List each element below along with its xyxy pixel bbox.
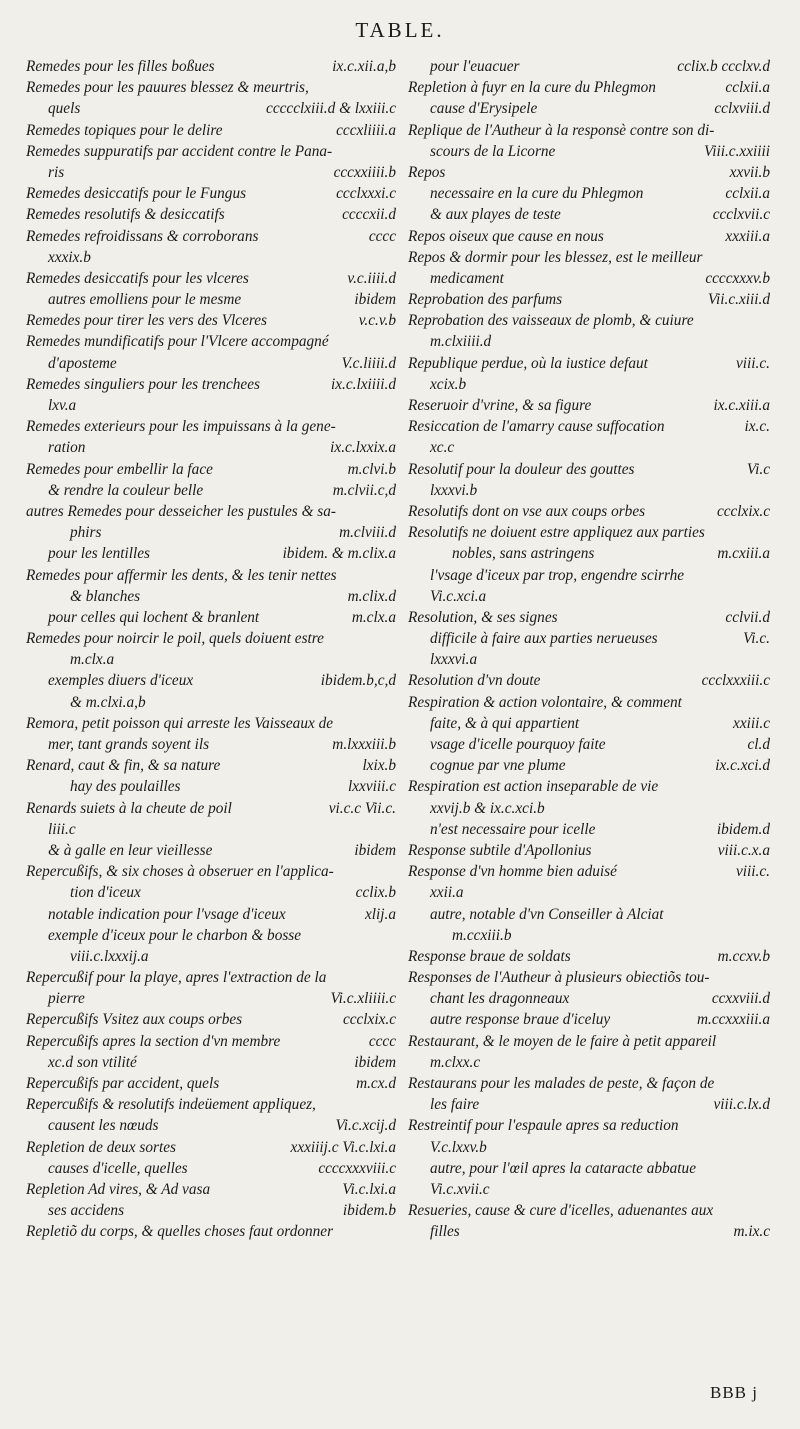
entry-reference: cccxxiiii.b — [330, 162, 396, 183]
index-entry — [408, 120, 770, 141]
entry-text: Reseruoir d'vrine, & sa figure — [408, 397, 592, 414]
index-entry — [26, 776, 396, 797]
index-entry — [408, 967, 770, 988]
entry-text: d'aposteme — [48, 354, 117, 372]
entry-reference: m.ix.c — [729, 1221, 770, 1242]
entry-reference: Viii.c.xxiiii — [700, 141, 770, 162]
index-entry — [408, 1073, 770, 1094]
index-entry — [26, 861, 396, 882]
entry-text: & blanches — [70, 587, 141, 605]
index-entry — [26, 437, 396, 458]
entry-reference: ix.c.xci.d — [711, 755, 770, 776]
entry-reference: ccclxvii.c — [709, 204, 770, 225]
entry-reference: xxxiiij.c Vi.c.lxi.a — [287, 1137, 396, 1158]
entry-text: Response subtile d'Apollonius — [408, 841, 592, 859]
index-entry — [408, 586, 770, 607]
index-entry — [408, 819, 770, 840]
index-entry — [408, 840, 770, 861]
index-entry — [408, 522, 770, 543]
entry-text: Repercußifs par accident, quels — [26, 1075, 220, 1092]
entry-text: Remedes desiccatifs pour les vlceres — [26, 269, 249, 287]
index-entry — [26, 268, 396, 289]
entry-reference: ccccclxiii.d & lxxiii.c — [262, 98, 396, 119]
entry-text: Restaurans pour les malades de peste, & façon de — [408, 1075, 715, 1092]
entry-text: Respiration & action volontaire, & comment — [408, 693, 682, 711]
entry-reference: ccclxix.c — [713, 501, 770, 522]
entry-reference: m.ccxxxiii.a — [693, 1009, 770, 1030]
index-entry — [26, 226, 396, 247]
entry-text: quels — [48, 100, 81, 118]
entry-reference: xxvii.b — [726, 162, 770, 183]
entry-text: autre, pour l'œil apres la cataracte abbatue — [430, 1159, 696, 1177]
entry-reference: viii.c. — [732, 861, 770, 882]
entry-text: Repercußifs & resolutifs indeüement appliquez, — [26, 1096, 316, 1114]
entry-text: Respiration est action inseparable de vie — [408, 778, 659, 796]
entry-reference: cclix.b ccclxv.d — [673, 56, 770, 77]
index-entry — [26, 1031, 396, 1052]
entry-reference: viii.c.x.a — [714, 840, 770, 861]
index-entry — [408, 988, 770, 1009]
entry-text: vsage d'icelle pourquoy faite — [430, 736, 606, 753]
entry-text: V.c.lxxv.b — [430, 1138, 487, 1156]
entry-text: m.ccxiii.b — [452, 926, 512, 944]
index-entry — [26, 586, 396, 607]
entry-text: & m.clxi.a,b — [70, 693, 146, 711]
index-entry — [26, 204, 396, 225]
entry-text: scours de la Licorne — [430, 142, 556, 160]
entry-text: Resolution, & ses signes — [408, 608, 558, 626]
entry-text: Repletion Ad vires, & Ad vasa — [26, 1180, 211, 1198]
entry-text: m.clxx.c — [430, 1053, 481, 1071]
entry-text: medicament — [430, 269, 504, 287]
index-entry — [408, 1221, 770, 1242]
entry-reference: ccclxxxi.c — [332, 183, 396, 204]
entry-text: Renards suiets à la cheute de poil — [26, 799, 232, 817]
entry-text: Renard, caut & fin, & sa nature — [26, 757, 221, 775]
index-entry — [26, 988, 396, 1009]
entry-text: lxv.a — [48, 397, 77, 414]
index-entry — [408, 692, 770, 713]
entry-text: tion d'iceux — [70, 884, 141, 902]
entry-text: les faire — [430, 1096, 480, 1114]
index-entry — [408, 713, 770, 734]
entry-text: m.clx.a — [70, 651, 115, 669]
index-entry — [408, 416, 770, 437]
entry-text: Repos — [408, 163, 446, 181]
entry-text: & aux playes de teste — [430, 206, 561, 224]
index-entry — [26, 819, 396, 840]
index-entry — [408, 925, 770, 946]
entry-text: Remedes desiccatifs pour le Fungus — [26, 185, 247, 203]
entry-reference: Vi.c.xcij.d — [332, 1115, 396, 1136]
entry-reference: lxxviii.c — [344, 776, 396, 797]
index-entry — [26, 798, 396, 819]
index-entry — [26, 649, 396, 670]
entry-text: n'est necessaire pour icelle — [430, 820, 596, 838]
index-entry — [26, 56, 396, 77]
entry-text: Resiccation de l'amarry cause suffocation — [408, 418, 665, 436]
entry-text: Repercußif pour la playe, apres l'extraction de la — [26, 969, 327, 987]
entry-text: Resolutifs dont on vse aux coups orbes — [408, 502, 646, 520]
entry-reference: cclxii.a — [721, 77, 770, 98]
index-entry — [26, 628, 396, 649]
index-entry — [408, 268, 770, 289]
entry-reference: ibidem.d — [713, 819, 770, 840]
entry-text: faite, & à qui appartient — [430, 714, 580, 732]
index-entry — [26, 1221, 396, 1242]
entry-text: pour l'euacuer — [430, 58, 520, 75]
entry-reference: ccccxxxviii.c — [314, 1158, 396, 1179]
entry-text: ses accidens — [48, 1202, 125, 1220]
entry-text: necessaire en la cure du Phlegmon — [430, 185, 644, 203]
index-entry — [408, 649, 770, 670]
entry-reference: viii.c.lx.d — [710, 1094, 771, 1115]
entry-reference: ibidem.b,c,d — [317, 670, 396, 691]
index-entry — [408, 607, 770, 628]
entry-reference: ibidem — [350, 1052, 396, 1073]
entry-text: Remedes pour les filles boßues — [26, 58, 215, 75]
index-entry — [26, 459, 396, 480]
index-entry — [408, 501, 770, 522]
entry-text: xc.d son vtilité — [48, 1053, 137, 1071]
entry-reference: v.c.v.b — [355, 310, 396, 331]
entry-text: causent les nœuds — [48, 1117, 159, 1135]
index-entry — [26, 374, 396, 395]
entry-text: Vi.c.xci.a — [430, 587, 487, 605]
entry-reference: ix.c.xiii.a — [710, 395, 771, 416]
entry-text: viii.c.lxxxij.a — [70, 947, 149, 965]
index-entry — [408, 56, 770, 77]
index-column-right — [408, 56, 770, 1243]
index-entry — [408, 310, 770, 331]
entry-text: pour celles qui lochent & branlent — [48, 608, 260, 626]
entry-text: Remedes resolutifs & desiccatifs — [26, 206, 225, 224]
index-entry — [26, 925, 396, 946]
index-entry — [26, 670, 396, 691]
entry-text: Remora, petit poisson qui arreste les Vaisseaux de — [26, 714, 334, 732]
entry-text: causes d'icelle, quelles — [48, 1159, 188, 1177]
index-entry — [26, 1052, 396, 1073]
index-entry — [26, 543, 396, 564]
index-entry — [26, 480, 396, 501]
entry-text: xcix.b — [430, 375, 467, 393]
entry-text: Repos & dormir pour les blessez, est le meilleur — [408, 248, 703, 266]
entry-text: Reprobation des vaisseaux de plomb, & cuiure — [408, 312, 694, 330]
entry-reference: ibidem.b — [339, 1200, 396, 1221]
entry-text: lxxxvi.a — [430, 651, 478, 669]
index-entry — [408, 1031, 770, 1052]
entry-text: cause d'Erysipele — [430, 100, 538, 118]
entry-reference: cccc — [365, 1031, 396, 1052]
index-entry — [26, 98, 396, 119]
entry-reference: xlij.a — [361, 904, 396, 925]
index-entry — [26, 162, 396, 183]
entry-text: Restreintif pour l'espaule apres sa reduction — [408, 1117, 679, 1135]
index-entry — [408, 776, 770, 797]
entry-reference: Vi.c — [743, 459, 770, 480]
entry-reference: v.c.iiii.d — [343, 268, 396, 289]
entry-text: Resolutif pour la douleur des gouttes — [408, 460, 635, 478]
index-entry — [408, 226, 770, 247]
index-entry — [26, 1115, 396, 1136]
entry-reference: m.clviii.d — [335, 522, 396, 543]
running-head: TABLE. — [355, 18, 445, 42]
index-entry — [408, 670, 770, 691]
entry-reference: m.clvi.b — [344, 459, 396, 480]
entry-text: lxxxvi.b — [430, 481, 478, 499]
entry-text: l'vsage d'iceux par trop, engendre scirrhe — [430, 566, 685, 584]
entry-reference: cclxviii.d — [710, 98, 770, 119]
index-entry — [408, 331, 770, 352]
entry-text: Repercußifs Vsitez aux coups orbes — [26, 1011, 243, 1029]
entry-reference: ibidem — [350, 289, 396, 310]
index-entry — [26, 607, 396, 628]
entry-text: autres emolliens pour le mesme — [48, 291, 242, 309]
entry-text: Remedes pour les pauures blessez & meurtris, — [26, 79, 309, 97]
index-entry — [26, 755, 396, 776]
index-entry — [408, 374, 770, 395]
index-entry — [26, 565, 396, 586]
entry-text: ration — [48, 439, 86, 457]
entry-reference: cccxliiii.a — [332, 120, 396, 141]
entry-text: xxii.a — [430, 884, 464, 902]
entry-text: notable indication pour l'vsage d'iceux — [48, 905, 286, 923]
entry-reference: vi.c.c Vii.c. — [325, 798, 396, 819]
entry-text: & rendre la couleur belle — [48, 481, 204, 499]
entry-text: exemples diuers d'iceux — [48, 672, 194, 690]
entry-text: autre response braue d'iceluy — [430, 1011, 611, 1029]
index-entry — [26, 734, 396, 755]
entry-reference: Vi.c.xliiii.c — [326, 988, 396, 1009]
entry-text: Response d'vn homme bien aduisé — [408, 863, 617, 881]
entry-text: xxvij.b & ix.c.xci.b — [430, 799, 545, 817]
entry-text: Remedes suppuratifs par accident contre le Pana- — [26, 142, 333, 160]
entry-reference: ix.c.xii.a,b — [328, 56, 396, 77]
index-entry — [26, 395, 396, 416]
index-entry — [26, 1179, 396, 1200]
entry-text: Remedes refroidissans & corroborans — [26, 227, 259, 245]
index-entry — [408, 1009, 770, 1030]
entry-text: autre, notable d'vn Conseiller à Alciat — [430, 905, 664, 923]
entry-text: Resueries, cause & cure d'icelles, aduenantes aux — [408, 1202, 714, 1220]
index-entry — [26, 946, 396, 967]
index-entry — [26, 141, 396, 162]
entry-text: chant les dragonneaux — [430, 990, 570, 1008]
entry-text: Remedes exterieurs pour les impuissans à la gene- — [26, 418, 336, 436]
entry-reference: Vi.c. — [739, 628, 770, 649]
index-entry — [408, 1137, 770, 1158]
entry-text: ris — [48, 163, 65, 181]
index-entry — [408, 1052, 770, 1073]
index-column-left — [26, 56, 396, 1243]
index-entry — [26, 840, 396, 861]
entry-reference: m.cx.d — [352, 1073, 396, 1094]
index-entry — [26, 416, 396, 437]
index-entry — [26, 247, 396, 268]
entry-reference: m.clix.d — [344, 586, 396, 607]
index-entry — [408, 395, 770, 416]
index-entry — [26, 310, 396, 331]
entry-text: Remedes topiques pour le delire — [26, 121, 223, 139]
index-entry — [408, 543, 770, 564]
entry-reference: ibidem. & m.clix.a — [279, 543, 396, 564]
entry-reference: ccclxix.c — [339, 1009, 396, 1030]
entry-text: Remedes pour noircir le poil, quels doiuent estre — [26, 630, 324, 648]
index-entry — [408, 946, 770, 967]
entry-reference: viii.c. — [732, 353, 770, 374]
index-entry — [408, 353, 770, 374]
entry-reference: xxiii.c — [729, 713, 770, 734]
index-entry — [408, 204, 770, 225]
index-entry — [408, 755, 770, 776]
index-entry — [408, 1179, 770, 1200]
entry-text: Repletiõ du corps, & quelles choses faut ordonner — [26, 1223, 334, 1241]
index-entry — [408, 459, 770, 480]
entry-text: Restaurant, & le moyen de le faire à petit appareil — [408, 1032, 717, 1050]
entry-text: Repos oiseux que cause en nous — [408, 227, 604, 245]
entry-reference: cccc — [365, 226, 396, 247]
entry-text: Replique de l'Autheur à la responsè contre son di- — [408, 121, 715, 139]
index-entry — [26, 501, 396, 522]
entry-reference: lxix.b — [358, 755, 396, 776]
entry-reference: ix.c.lxiiii.d — [327, 374, 396, 395]
entry-text: Repercußifs apres la section d'vn membre — [26, 1032, 281, 1050]
entry-reference: m.lxxxiii.b — [328, 734, 396, 755]
entry-reference: Vi.c.lxi.a — [338, 1179, 396, 1200]
entry-reference: ibidem — [350, 840, 396, 861]
entry-text: xxxix.b — [48, 248, 91, 266]
index-entry — [26, 289, 396, 310]
index-entry — [408, 1115, 770, 1136]
index-entry — [26, 1073, 396, 1094]
entry-text: phirs — [70, 524, 102, 542]
entry-reference: xxxiii.a — [721, 226, 770, 247]
index-entry — [408, 1200, 770, 1221]
entry-text: Remedes pour affermir les dents, & les tenir nettes — [26, 566, 337, 584]
index-entry — [26, 1200, 396, 1221]
index-entry — [26, 353, 396, 374]
entry-text: xc.c — [430, 439, 455, 457]
index-entry — [408, 437, 770, 458]
entry-text: Repercußifs, & six choses à obseruer en l'applica- — [26, 863, 334, 881]
entry-text: Resolution d'vn doute — [408, 672, 541, 690]
index-entry — [408, 565, 770, 586]
entry-text: pierre — [48, 990, 85, 1008]
entry-reference: ix.c.lxxix.a — [326, 437, 396, 458]
entry-text: Resolutifs ne doiuent estre appliquez aux parties — [408, 524, 705, 542]
entry-reference: ccccxii.d — [338, 204, 396, 225]
index-entry — [408, 734, 770, 755]
index-entry — [408, 480, 770, 501]
signature-mark: BBB j — [710, 1383, 758, 1402]
entry-text: & à galle en leur vieillesse — [48, 841, 213, 859]
entry-text: mer, tant grands soyent ils — [48, 736, 210, 753]
entry-text: autres Remedes pour desseicher les pustules & sa- — [26, 502, 336, 520]
entry-reference: cclix.b — [352, 882, 396, 903]
index-entry — [408, 162, 770, 183]
entry-reference: ccclxxxiii.c — [698, 670, 770, 691]
entry-reference: ccxxviii.d — [708, 988, 770, 1009]
entry-text: Response braue de soldats — [408, 947, 571, 965]
entry-text: Republique perdue, où la iustice defaut — [408, 354, 648, 372]
entry-reference: m.clx.a — [348, 607, 396, 628]
entry-text: difficile à faire aux parties nerueuses — [430, 630, 658, 648]
entry-text: m.clxiiii.d — [430, 333, 492, 351]
entry-text: liii.c — [48, 820, 76, 838]
index-entry — [408, 98, 770, 119]
entry-text: Repletion à fuyr en la cure du Phlegmon — [408, 79, 656, 97]
entry-reference: cclxii.a — [721, 183, 770, 204]
entry-reference: m.ccxv.b — [714, 946, 770, 967]
entry-reference: cl.d — [743, 734, 770, 755]
entry-text: exemple d'iceux pour le charbon & bosse — [48, 926, 302, 944]
index-entry — [408, 289, 770, 310]
index-entry — [26, 77, 396, 98]
entry-text: Responses de l'Autheur à plusieurs obiectiõs tou- — [408, 969, 710, 987]
entry-text: Reprobation des parfums — [408, 291, 563, 309]
entry-reference: m.cxiii.a — [713, 543, 770, 564]
index-entry — [408, 1094, 770, 1115]
index-entry — [26, 331, 396, 352]
index-entry — [26, 1009, 396, 1030]
entry-text: pour les lentilles — [48, 545, 150, 563]
entry-reference: ccccxxxv.b — [701, 268, 770, 289]
index-entry — [26, 1094, 396, 1115]
index-entry — [26, 1137, 396, 1158]
entry-reference: Vii.c.xiii.d — [704, 289, 770, 310]
entry-text: hay des poulailles — [70, 778, 181, 796]
entry-text: Vi.c.xvii.c — [430, 1180, 490, 1198]
entry-text: Repletion de deux sortes — [26, 1138, 176, 1156]
index-entry — [408, 141, 770, 162]
index-entry — [408, 882, 770, 903]
index-entry — [26, 120, 396, 141]
entry-text: Remedes pour embellir la face — [26, 460, 213, 478]
index-entry — [408, 247, 770, 268]
index-entry — [408, 798, 770, 819]
index-entry — [26, 692, 396, 713]
index-entry — [408, 183, 770, 204]
entry-reference: V.c.liiii.d — [337, 353, 396, 374]
index-entry — [408, 628, 770, 649]
entry-text: Remedes mundificatifs pour l'Vlcere accompagné — [26, 333, 329, 351]
entry-text: nobles, sans astringens — [452, 545, 595, 563]
index-entry — [26, 904, 396, 925]
index-entry — [408, 77, 770, 98]
index-entry — [408, 904, 770, 925]
index-entry — [26, 1158, 396, 1179]
index-entry — [408, 1158, 770, 1179]
entry-text: cognue par vne plume — [430, 757, 566, 775]
entry-text: filles — [430, 1223, 460, 1241]
entry-reference: m.clvii.c,d — [329, 480, 396, 501]
index-entry — [26, 967, 396, 988]
entry-text: Remedes pour tirer les vers des Vlceres — [26, 312, 268, 330]
index-entry — [26, 183, 396, 204]
index-entry — [26, 713, 396, 734]
index-entry — [26, 882, 396, 903]
entry-reference: ix.c. — [741, 416, 770, 437]
entry-reference: cclvii.d — [721, 607, 770, 628]
index-entry — [26, 522, 396, 543]
index-entry — [408, 861, 770, 882]
entry-text: Remedes singuliers pour les trenchees — [26, 375, 260, 393]
